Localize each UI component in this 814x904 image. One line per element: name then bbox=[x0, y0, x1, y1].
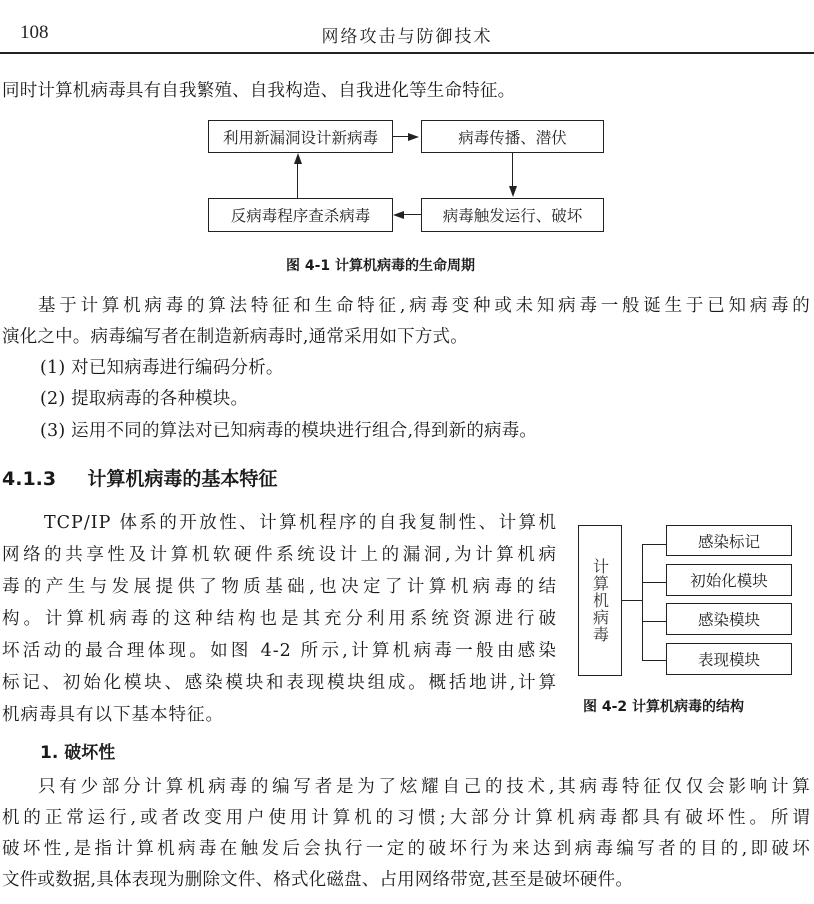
paragraph-structure-line-1: TCP/IP 体系的开放性、计算机程序的自我复制性、计算机 bbox=[44, 513, 557, 533]
box-infection-mark: 感染标记 bbox=[666, 525, 792, 556]
figure-4-1-caption: 图 4-1 计算机病毒的生命周期 bbox=[286, 258, 476, 274]
box-infection-module: 感染模块 bbox=[666, 603, 792, 635]
figure-4-2-caption: 图 4-2 计算机病毒的结构 bbox=[583, 699, 745, 715]
section-title: 计算机病毒的基本特征 bbox=[87, 468, 278, 490]
list-item-3: (3) 运用不同的算法对已知病毒的模块进行组合,得到新的病毒。 bbox=[40, 421, 538, 441]
box-trigger-destroy: 病毒触发运行、破坏 bbox=[421, 198, 604, 232]
arrow-left-icon bbox=[393, 211, 404, 219]
paragraph-destructive-line-2: 机的正常运行,或者改变用户使用计算机的习惯;大部分计算机病毒都具有破坏性。所谓 bbox=[2, 808, 810, 828]
arrow-down-icon bbox=[509, 186, 517, 197]
list-item-1: (1) 对已知病毒进行编码分析。 bbox=[40, 358, 284, 378]
paragraph-evolution-line-2: 演化之中。病毒编写者在制造新病毒时,通常采用如下方式。 bbox=[2, 327, 468, 347]
root-label: 计算机病毒 bbox=[590, 558, 610, 643]
arrow-line-left bbox=[297, 164, 298, 198]
section-number: 4.1.3 bbox=[2, 468, 57, 490]
box-presentation-module: 表现模块 bbox=[666, 643, 792, 675]
connector-root bbox=[622, 600, 642, 601]
arrow-up-icon bbox=[294, 153, 302, 164]
box-computer-virus-root bbox=[578, 525, 622, 676]
arrow-line-bottom bbox=[403, 214, 421, 215]
paragraph-destructive-line-1: 只有少部分计算机病毒的编写者是为了炫耀自己的技术,其病毒特征仅仅会影响计算 bbox=[38, 777, 810, 797]
paragraph-destructive-line-3: 破坏性,是指计算机病毒在触发后会执行一定的破坏行为来达到病毒编写者的目的,即破坏 bbox=[2, 839, 810, 859]
box-antivirus-kill: 反病毒程序查杀病毒 bbox=[208, 198, 393, 232]
arrow-line-right bbox=[512, 153, 513, 187]
box-design-new-virus: 利用新漏洞设计新病毒 bbox=[208, 120, 393, 153]
book-title: 网络攻击与防御技术 bbox=[321, 27, 493, 47]
paragraph-structure-line-4: 构。计算机病毒的这种结构也是其充分利用系统资源进行破 bbox=[2, 609, 557, 629]
paragraph-structure-line-5: 坏活动的最合理体现。如图 4-2 所示,计算机病毒一般由感染 bbox=[2, 641, 557, 661]
paragraph-structure-line-6: 标记、初始化模块、感染模块和表现模块组成。概括地讲,计算 bbox=[2, 673, 557, 693]
connector-branch-3 bbox=[642, 621, 667, 622]
list-item-2: (2) 提取病毒的各种模块。 bbox=[40, 389, 249, 409]
paragraph-structure-line-3: 毒的产生与发展提供了物质基础,也决定了计算机病毒的结 bbox=[2, 577, 557, 597]
connector-branch-2 bbox=[642, 582, 667, 583]
page-number: 108 bbox=[20, 22, 49, 43]
paragraph-structure-line-2: 网络的共享性及计算机软硬件系统设计上的漏洞,为计算机病 bbox=[2, 545, 557, 565]
paragraph-structure-line-7: 机病毒具有以下基本特征。 bbox=[2, 705, 224, 725]
subsection-heading-destructive: 1. 破坏性 bbox=[40, 743, 116, 763]
connector-branch-1 bbox=[642, 544, 667, 545]
box-init-module: 初始化模块 bbox=[666, 564, 792, 596]
box-spread-latent: 病毒传播、潜伏 bbox=[421, 120, 604, 153]
intro-line: 同时计算机病毒具有自我繁殖、自我构造、自我进化等生命特征。 bbox=[2, 81, 516, 101]
section-heading bbox=[2, 464, 277, 491]
arrow-right-icon bbox=[408, 133, 419, 141]
paragraph-evolution-line-1: 基于计算机病毒的算法特征和生命特征,病毒变种或未知病毒一般诞生于已知病毒的 bbox=[38, 296, 810, 316]
header-divider bbox=[0, 52, 814, 54]
paragraph-destructive-line-4: 文件或数据,具体表现为删除文件、格式化磁盘、占用网络带宽,甚至是破坏硬件。 bbox=[2, 870, 634, 890]
connector-trunk bbox=[642, 544, 643, 660]
connector-branch-4 bbox=[642, 660, 667, 661]
